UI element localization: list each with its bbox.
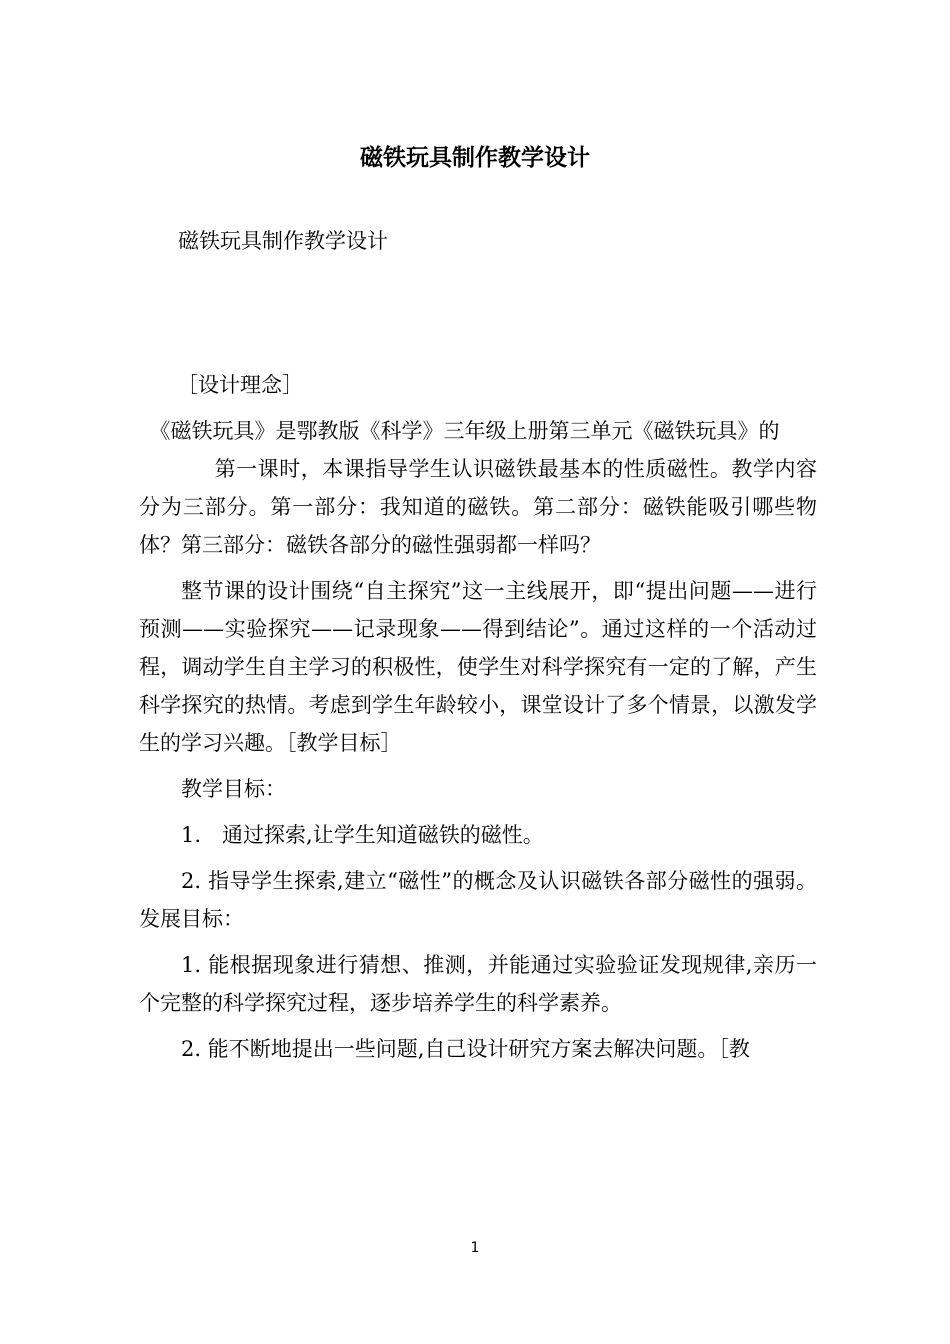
- document-subtitle: 磁铁玩具制作教学设计: [178, 229, 388, 253]
- goal-item-2: 2. 指导学生探索,建立“磁性”的概念及认识磁铁各部分磁性的强弱。发展目标：: [139, 869, 817, 931]
- dev-goal-item-2: 2. 能不断地提出一些问题,自己设计研究方案去解决问题。［教: [181, 1037, 750, 1061]
- concept-paragraph: 整节课的设计围绕“自主探究”这一主线展开，即“提出问题——进行预测——实验探究——记录现象——得到结论”。通过这样的一个活动过程，调动学生自主学习的积极性，使学生对科学探究有一定的了解，产生科学探究的热情。考虑到学生年龄较小，课堂设计了多个情景，以激发学生的学习兴趣。［教学目标］: [139, 579, 817, 755]
- goals-heading: 教学目标：: [181, 777, 286, 801]
- design-concept-heading: ［设计理念］: [177, 373, 303, 397]
- intro-line: 《磁铁玩具》是鄂教版《科学》三年级上册第三单元《磁铁玩具》的: [149, 419, 780, 443]
- page-number: 1: [470, 1240, 480, 1256]
- document-body: [139, 366, 817, 1068]
- intro-paragraph: 第一课时，本课指导学生认识磁铁最基本的性质磁性。教学内容分为三部分。第一部分：我知道的磁铁。第二部分：磁铁能吸引哪些物体？第三部分：磁铁各部分的磁性强弱都一样吗？: [139, 457, 817, 557]
- dev-goal-item-1: 1. 能根据现象进行猜想、推测，并能通过实验验证发现规律,亲历一个完整的科学探究过程，逐步培养学生的科学素养。: [139, 953, 817, 1015]
- goal-item-1: 1. 通过探索,让学生知道磁铁的磁性。: [181, 823, 544, 847]
- page-title: 磁铁玩具制作教学设计: [360, 144, 590, 171]
